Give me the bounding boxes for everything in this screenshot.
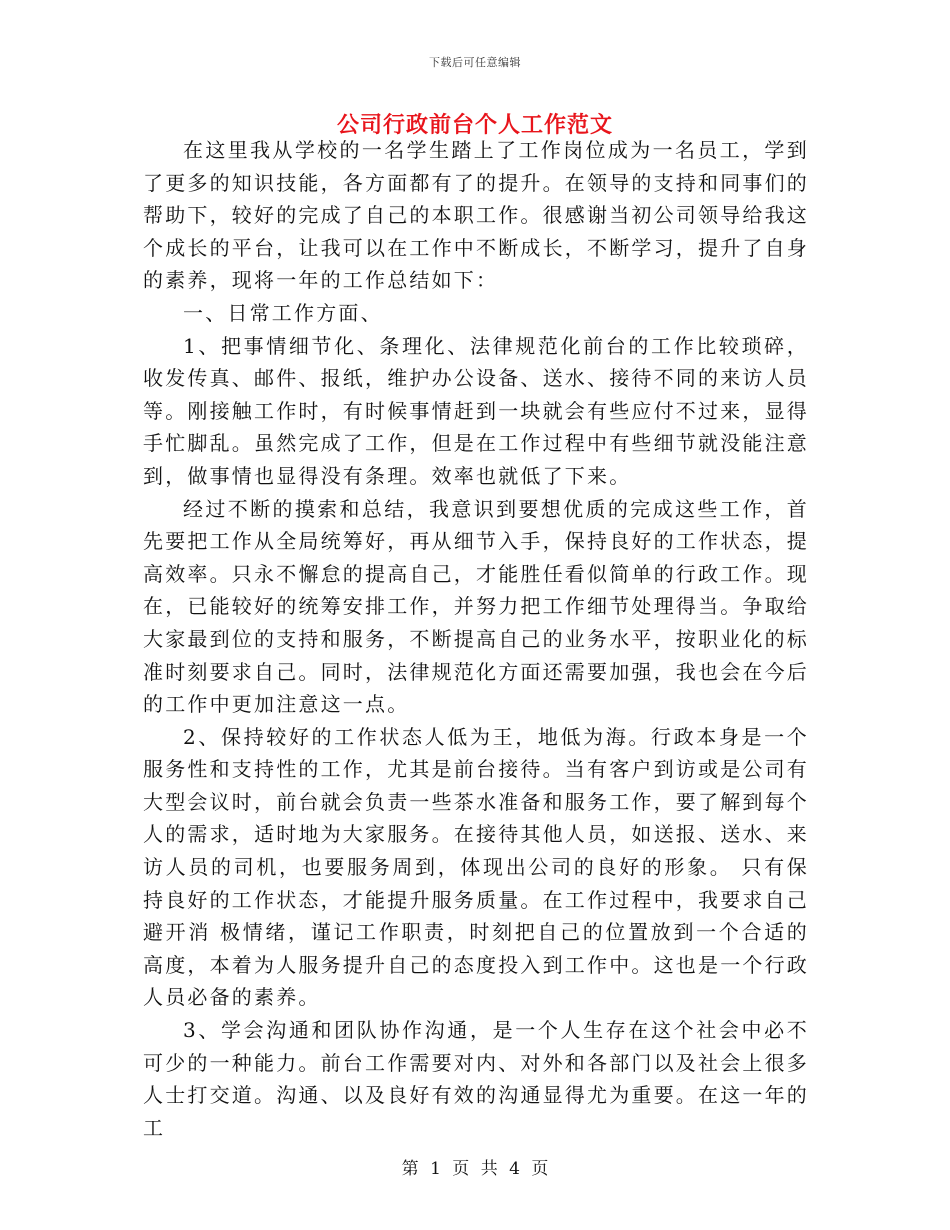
- paragraph-item-3: 3、学会沟通和团队协作沟通，是一个人生存在这个社会中必不可少的一种能力。前台工作需要对内、对外和各部门以及社会上很多人士打交道。沟通、以及良好有效的沟通显得尤为重要。在这一年的工: [143, 1018, 809, 1140]
- page-footer: 第 1 页 共 4 页: [401, 1159, 549, 1179]
- paragraph-item-2: 2、保持较好的工作状态人低为王，地低为海。行政本身是一个服务性和支持性的工作，尤其是前台接待。当有客户到访或是公司有大型会议时，前台就会负责一些茶水准备和服务工作，要了解到每个人的需求，适时地为大家服务。在接待其他人员，如送报、送水、来访人员的司机，也要服务周到，体现出公司的良好的形象。 只有保持良好的工作状态，才能提升服务质量。在工作过程中，我要求自己避开消 极情绪，谨记工作职责，时刻把自己的位置放到一个合适的高度，本着为人服务提升自己的态度投入到工作中。这也是一个行政人员必备的素养。: [143, 724, 809, 1010]
- document-title: 公司行政前台个人工作范文: [336, 112, 613, 138]
- paragraph-item-1: 1、把事情细节化、条理化、法律规范化前台的工作比较琐碎，收发传真、邮件、报纸，维护办公设备、送水、接待不同的来访人员等。刚接触工作时，有时候事情赶到一块就会有些应付不过来，显得手忙脚乱。虽然完成了工作，但是在工作过程中有些细节就没能注意到，做事情也显得没有条理。效率也就低了下来。: [143, 333, 809, 488]
- header-note: 下载后可任意编辑: [429, 56, 521, 69]
- paragraph-item-1-continued: 经过不断的摸索和总结，我意识到要想优质的完成这些工作，首先要把工作从全局统筹好，再从细节入手，保持良好的工作状态，提高效率。只永不懈怠的提高自己，才能胜任看似简单的行政工作。现在，已能较好的统筹安排工作，并努力把工作细节处理得当。争取给大家最到位的支持和服务，不断提高自己的业务水平，按职业化的标准时刻要求自己。同时，法律规范化方面还需要加强，我也会在今后的工作中更加注意这一点。: [143, 496, 809, 717]
- paragraph-intro: 在这里我从学校的一名学生踏上了工作岗位成为一名员工，学到了更多的知识技能，各方面都有了的提升。在领导的支持和同事们的帮助下，较好的完成了自己的本职工作。很感谢当初公司领导给我这个成长的平台，让我可以在工作中不断成长，不断学习，提升了自身的素养，现将一年的工作总结如下：: [143, 138, 809, 293]
- paragraph-section-heading: 一、日常工作方面、: [183, 300, 383, 325]
- document-body: [143, 134, 809, 1144]
